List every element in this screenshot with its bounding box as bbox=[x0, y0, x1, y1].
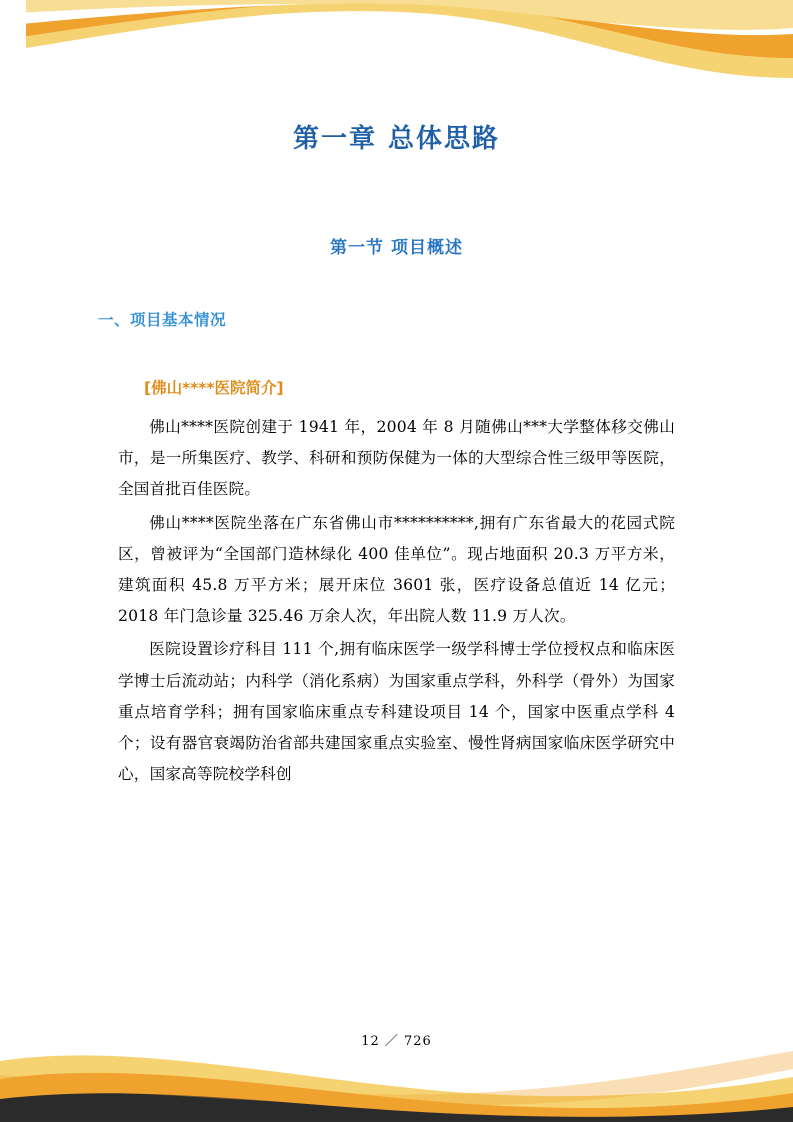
hospital-intro-heading: [佛山****医院简介] bbox=[144, 379, 284, 397]
page-number: 12 ／ 726 bbox=[361, 1034, 432, 1049]
paragraph: 医院设置诊疗科目 111 个,拥有临床医学一级学科博士学位授权点和临床医学博士后流动站；内科学（消化系病）为国家重点学科，外科学（骨外）为国家重点培育学科；拥有国家临床重点专科建设项目 14 个，国家中医重点学科 4 个；设有器官衰竭防治省部共建国家重点实验室、慢性肾病国家临床医学研究中心，国家高等院校学科创 bbox=[118, 640, 675, 784]
chapter-title: 第一章 总体思路 bbox=[292, 124, 501, 154]
body-text-block bbox=[0, 398, 793, 790]
paragraph: 佛山****医院坐落在广东省佛山市**********,拥有广东省最大的花园式院区，曾被评为“全国部门造林绿化 400 佳单位”。现占地面积 20.3 万平方米，建筑面积 45.8 万平方米；展开床位 3601 张，医疗设备总值近 14 亿元；2018 年门急诊量 325.46 万余人次，年出院人数 11.9 万人次。 bbox=[118, 513, 675, 626]
subsection-title: 一、项目基本情况 bbox=[98, 311, 227, 329]
section-title: 第一节 项目概述 bbox=[330, 238, 463, 258]
paragraph: 佛山****医院创建于 1941 年，2004 年 8 月随佛山***大学整体移交佛山市，是一所集医疗、教学、科研和预防保健为一体的大型综合性三级甲等医院，全国首批百佳医院。 bbox=[118, 418, 675, 499]
